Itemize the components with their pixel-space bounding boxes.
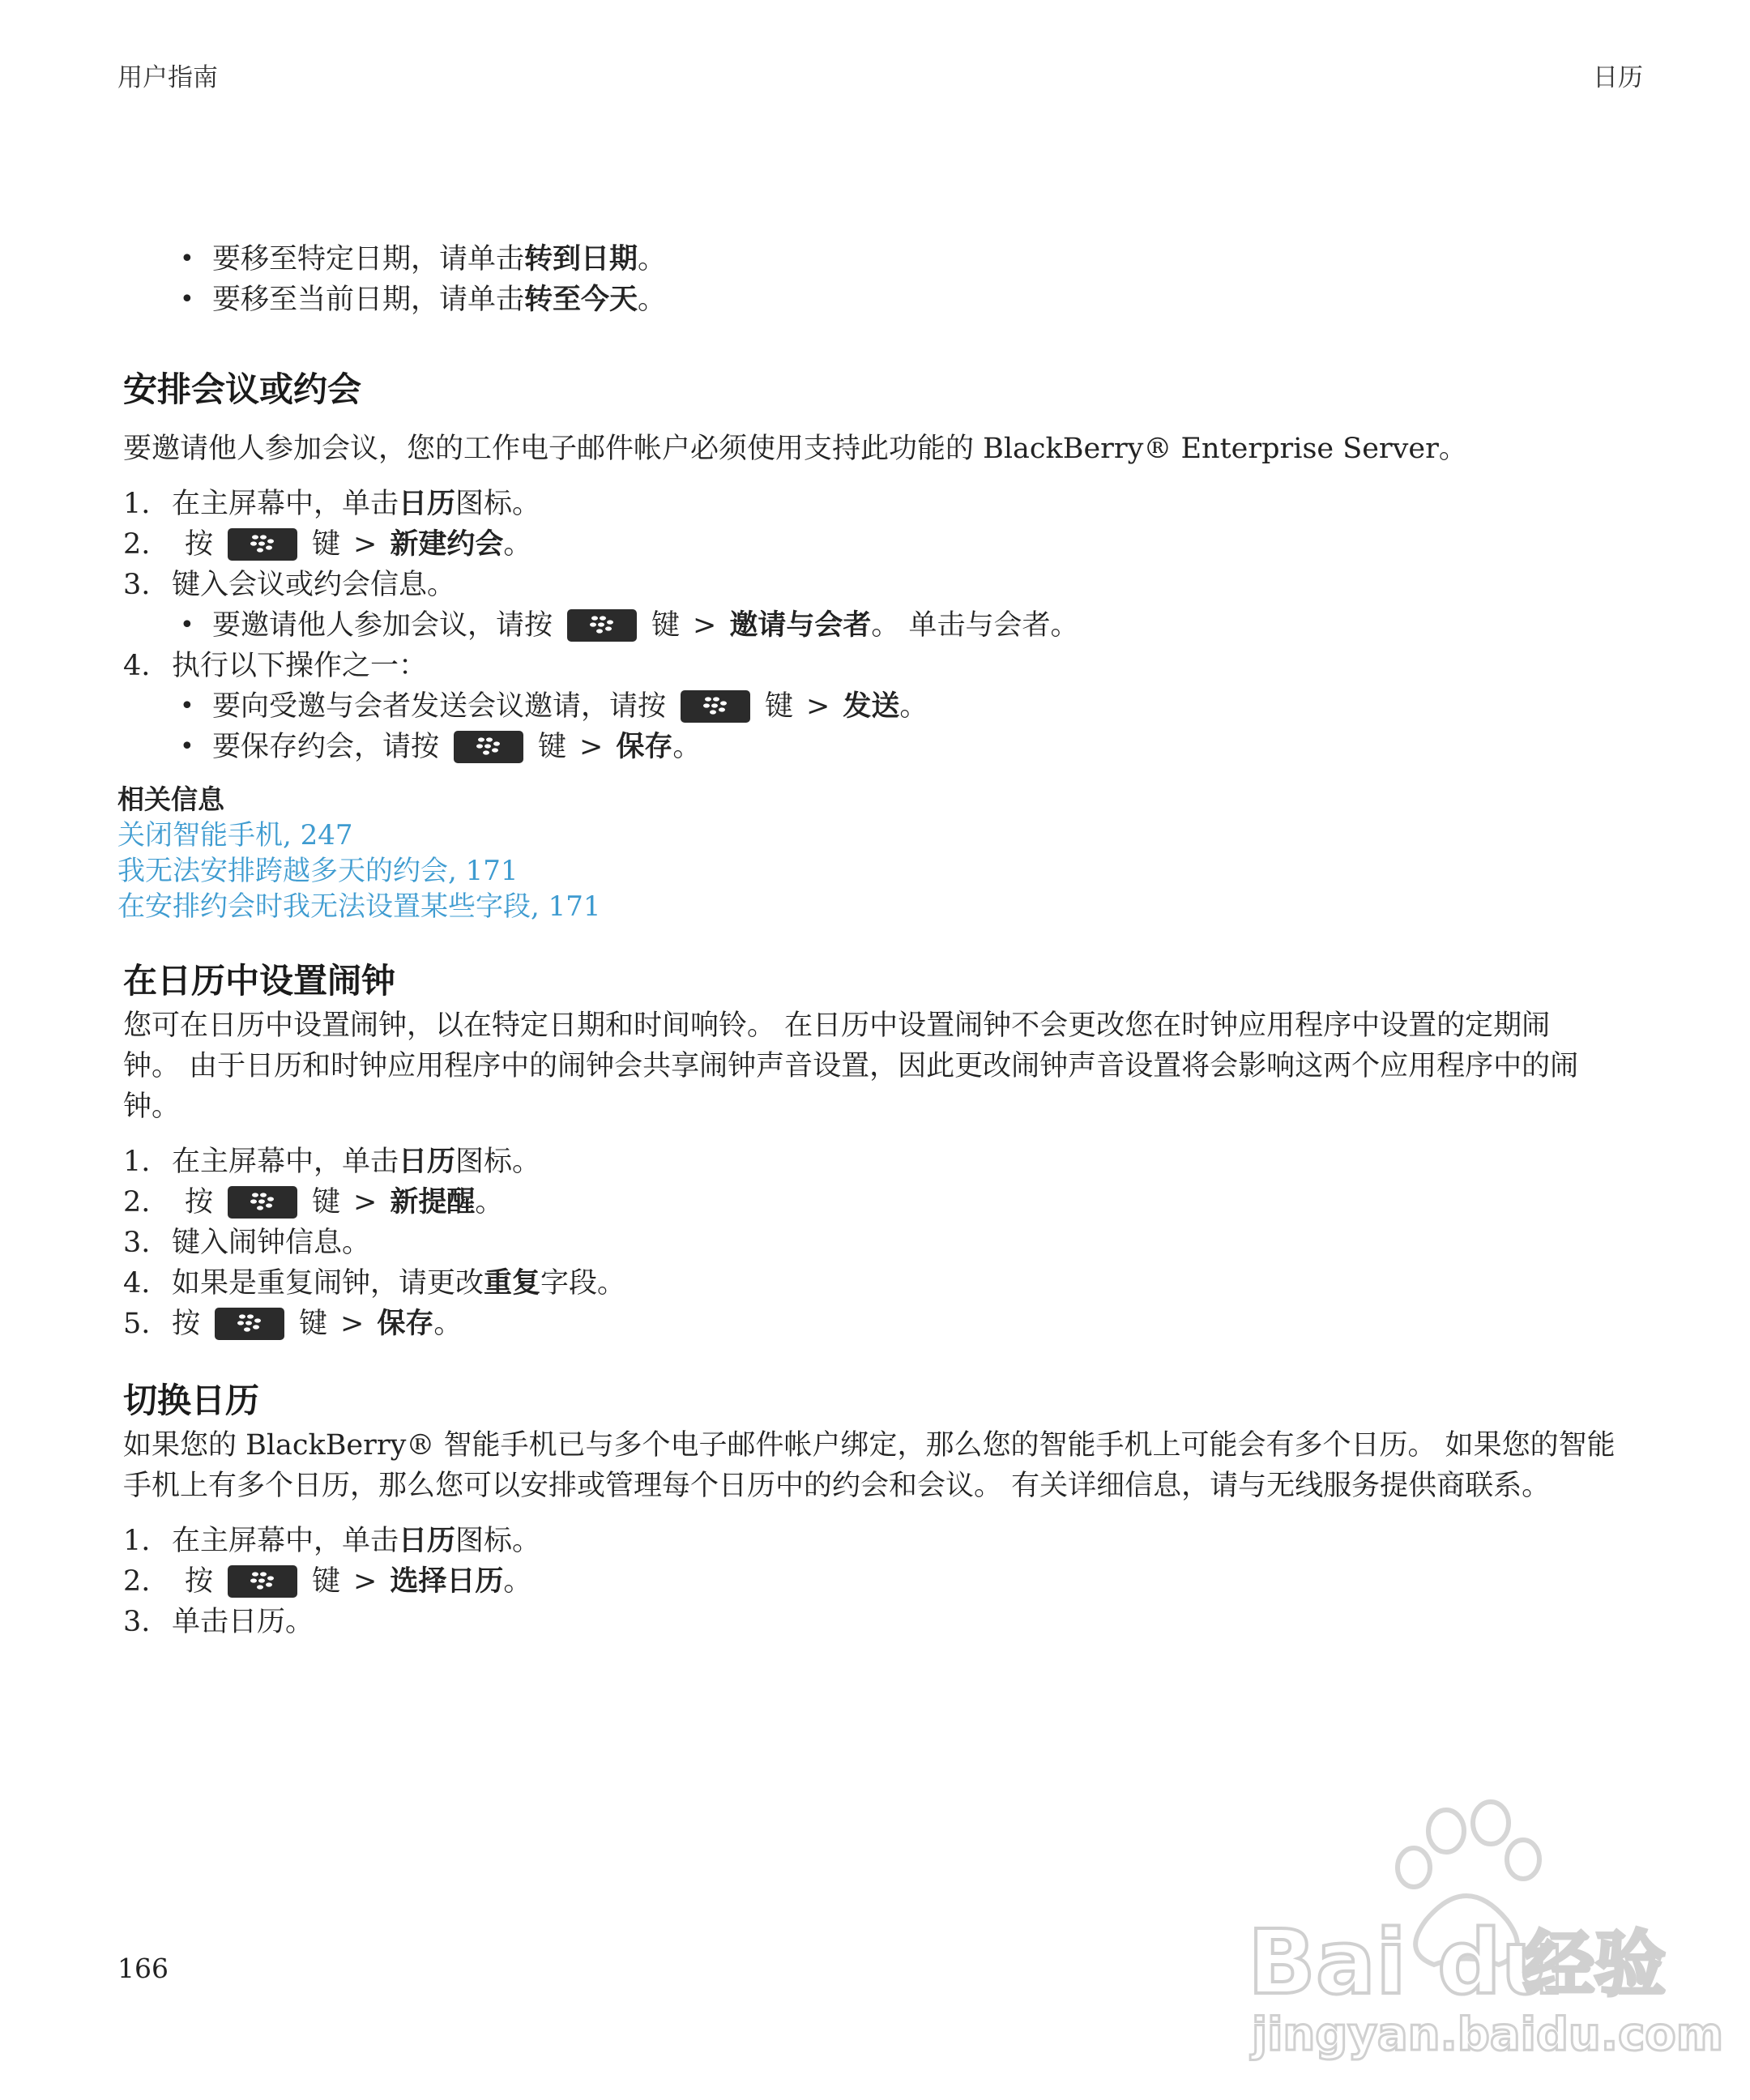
page-number: 166 xyxy=(117,1953,169,1984)
blackberry-menu-key-icon xyxy=(228,528,297,561)
step-item: 3. 键入会议或约会信息。 xyxy=(123,569,456,601)
related-link[interactable]: 在安排约会时我无法设置某些字段, 171 xyxy=(117,890,601,923)
header-section: 日历 xyxy=(1593,63,1643,92)
step-item: 2. 按 键 > 新建约会 。 xyxy=(123,528,532,561)
section-description-line: 您可在日历中设置闹钟，以在特定日期和时间响铃。 在日历中设置闹钟不会更改您在时钟应用程序中设置的定期闹 xyxy=(123,1009,1551,1042)
blackberry-menu-key-icon xyxy=(228,1186,297,1219)
step-item: 1. 在主屏幕中，单击 日历 图标。 xyxy=(123,488,541,520)
blackberry-menu-key-icon xyxy=(215,1308,284,1340)
section-title: 在日历中设置闹钟 xyxy=(123,961,396,1001)
blackberry-menu-key-icon xyxy=(454,731,523,763)
related-link[interactable]: 关闭智能手机, 247 xyxy=(117,819,353,852)
blackberry-menu-key-icon xyxy=(228,1565,297,1598)
step-item: 4. 如果是重复闹钟，请更改 重复 字段。 xyxy=(123,1267,626,1300)
watermark-brand: Bai du xyxy=(1248,1910,1565,2014)
step-item: 2. 按 键 > 选择日历 。 xyxy=(123,1565,532,1598)
section-description-line: 如果您的 BlackBerry® 智能手机已与多个电子邮件帐户绑定，那么您的智能手机上可能会有多个日历。 如果您的智能 xyxy=(123,1429,1616,1462)
watermark-cn: 经验 xyxy=(1523,1923,1667,2006)
step-item: 5. 按 键 > 保存 。 xyxy=(123,1308,463,1340)
step-item: 3. 单击日历。 xyxy=(123,1606,314,1638)
blackberry-menu-key-icon xyxy=(567,609,637,642)
bullet-item: • 要移至当前日期，请单击 转至今天 。 xyxy=(180,284,667,316)
section-title: 安排会议或约会 xyxy=(123,369,362,409)
section-description: 要邀请他人参加会议，您的工作电子邮件帐户必须使用支持此功能的 BlackBerry® Enterprise Server。 xyxy=(123,433,1467,465)
section-description-line: 钟。 xyxy=(123,1091,181,1123)
section-description-line: 手机上有多个日历，那么您可以安排或管理每个日历中的约会和会议。 有关详细信息，请与无线服务提供商联系。 xyxy=(123,1470,1551,1502)
page-content xyxy=(117,239,1646,1642)
sub-bullet-item: • 要保存约会，请按 键 > 保存 。 xyxy=(180,731,702,763)
sub-bullet-item: • 要邀请他人参加会议，请按 键 > 邀请与会者 。 单击与会者。 xyxy=(180,609,1079,642)
sub-bullet-item: • 要向受邀与会者发送会议邀请，请按 键 > 发送 。 xyxy=(180,690,928,723)
blackberry-menu-key-icon xyxy=(681,690,750,723)
step-item: 1. 在主屏幕中，单击 日历 图标。 xyxy=(123,1525,541,1557)
step-item: 4. 执行以下操作之一： xyxy=(123,650,428,682)
related-link[interactable]: 我无法安排跨越多天的约会, 171 xyxy=(117,855,519,887)
bullet-item: • 要移至特定日期，请单击 转到日期 。 xyxy=(180,243,667,275)
step-item: 1. 在主屏幕中，单击 日历 图标。 xyxy=(123,1146,541,1178)
step-item: 2. 按 键 > 新提醒 。 xyxy=(123,1186,504,1219)
related-info-title: 相关信息 xyxy=(117,783,224,815)
step-item: 3. 键入闹钟信息。 xyxy=(123,1227,371,1259)
section-description-line: 钟。 由于日历和时钟应用程序中的闹钟会共享闹钟声音设置，因此更改闹钟声音设置将会影响这两个应用程序中的闹 xyxy=(123,1050,1579,1082)
watermark-url: jingyan.baidu.com xyxy=(1252,2008,1724,2061)
header-title: 用户指南 xyxy=(117,63,218,92)
baidu-watermark-logo xyxy=(1240,1799,1724,2066)
section-title: 切换日历 xyxy=(123,1381,260,1420)
